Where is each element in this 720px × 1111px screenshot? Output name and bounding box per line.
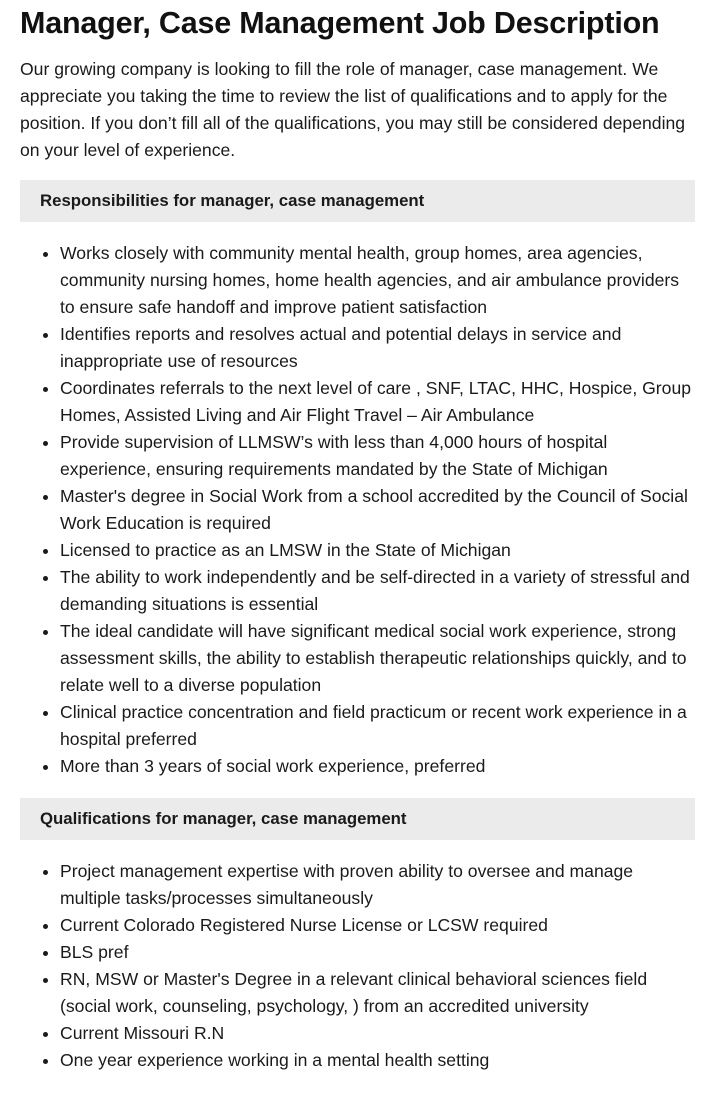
list-item: • More than 3 years of social work experience, preferred — [60, 753, 695, 780]
list-item: • The ideal candidate will have significant medical social work experience, strong assessment skills, the ability to establish therapeutic relationships quickly, and to relate well to a diverse population — [60, 618, 695, 699]
responsibilities-list — [20, 240, 695, 780]
list-item: • Licensed to practice as an LMSW in the State of Michigan — [60, 537, 695, 564]
qualifications-list — [20, 858, 695, 1074]
list-item: • Current Missouri R.N — [60, 1020, 695, 1047]
list-item: • Master's degree in Social Work from a school accredited by the Council of Social Work Education is required — [60, 483, 695, 537]
list-item: • Clinical practice concentration and field practicum or recent work experience in a hospital preferred — [60, 699, 695, 753]
list-item: • Provide supervision of LLMSW’s with less than 4,000 hours of hospital experience, ensuring requirements mandated by the State of Michigan — [60, 429, 695, 483]
intro-paragraph: Our growing company is looking to fill the role of manager, case management. We appreciate you taking the time to review the list of qualifications and to apply for the position. If you don’t fill all of the qualifications, you may still be considered depending on your level of experience. — [20, 59, 686, 160]
qualifications-heading: Qualifications for manager, case management — [20, 798, 695, 840]
list-item: • Identifies reports and resolves actual and potential delays in service and inappropriate use of resources — [60, 321, 695, 375]
list-item: • Project management expertise with proven ability to oversee and manage multiple tasks/processes simultaneously — [60, 858, 695, 912]
list-item: • Current Colorado Registered Nurse License or LCSW required — [60, 912, 695, 939]
list-item: • The ability to work independently and be self-directed in a variety of stressful and demanding situations is essential — [60, 564, 695, 618]
list-item: • Coordinates referrals to the next level of care , SNF, LTAC, HHC, Hospice, Group Homes, Assisted Living and Air Flight Travel – Air Ambulance — [60, 375, 695, 429]
list-item: • BLS pref — [60, 939, 695, 966]
list-item: • One year experience working in a mental health setting — [60, 1047, 695, 1074]
list-item: • Works closely with community mental health, group homes, area agencies, community nursing homes, home health agencies, and air ambulance providers to ensure safe handoff and improve patient satisfaction — [60, 240, 695, 321]
responsibilities-heading: Responsibilities for manager, case management — [20, 180, 695, 222]
list-item: • RN, MSW or Master's Degree in a relevant clinical behavioral sciences field (social work, counseling, psychology, ) from an accredited university — [60, 966, 695, 1020]
page-title: Manager, Case Management Job Description — [20, 6, 660, 40]
